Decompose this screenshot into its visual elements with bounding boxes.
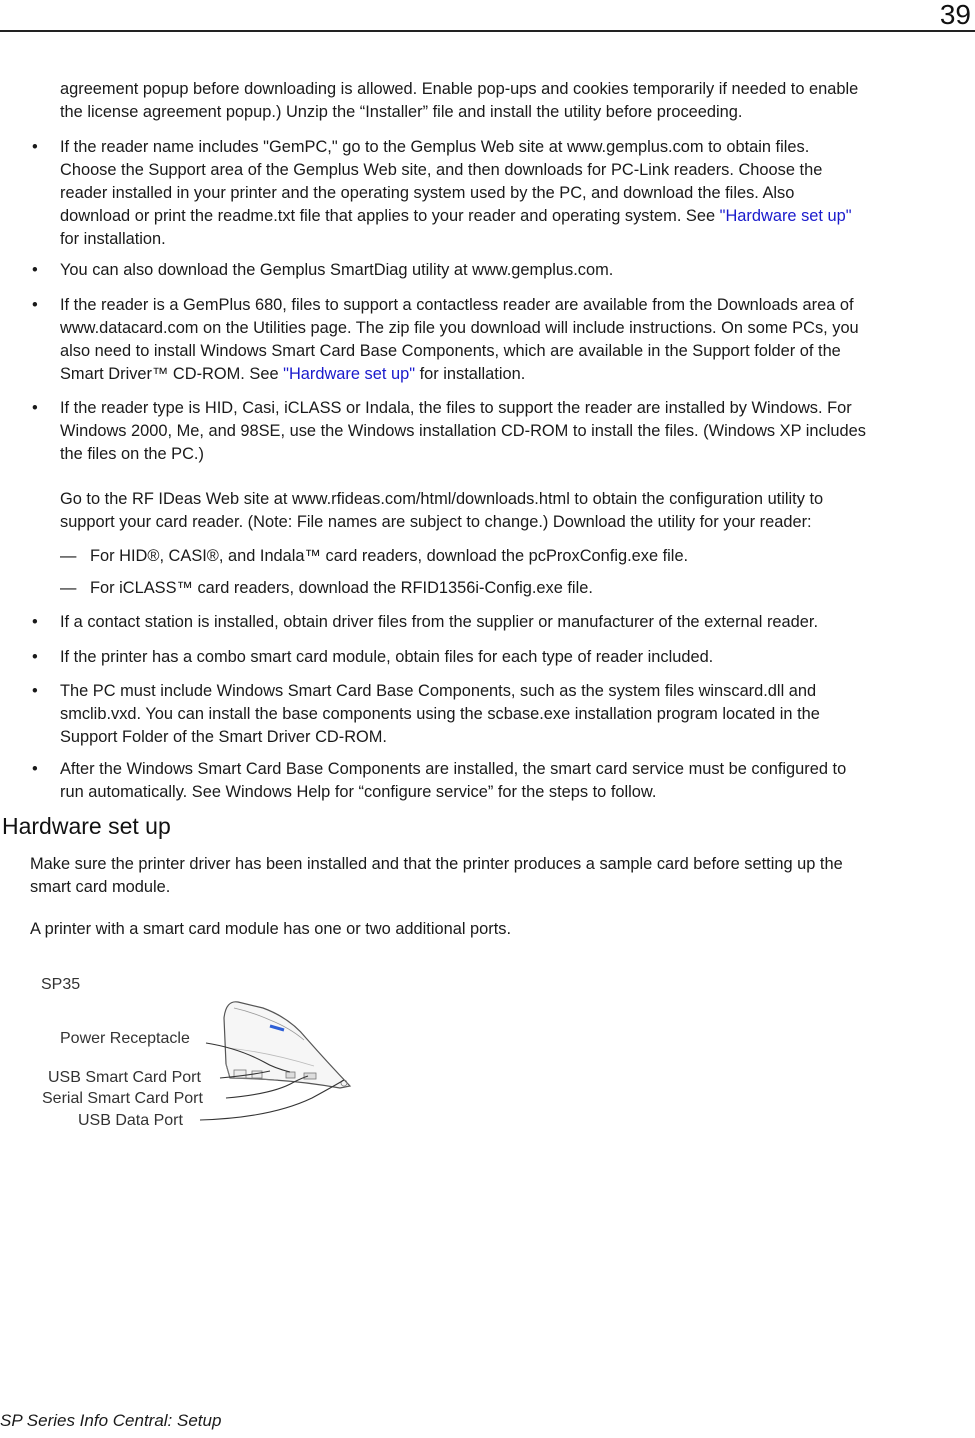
gemplus680-line-4-text: Smart Driver™ CD-ROM. See: [60, 365, 284, 383]
smartdiag-line: You can also download the Gemplus SmartDiag utility at www.gemplus.com.: [60, 261, 614, 279]
usb-smart-card-port-label: USB Smart Card Port: [48, 1069, 201, 1086]
serial-smart-card-port-label: Serial Smart Card Port: [42, 1090, 203, 1107]
section-para-1-line-1: Make sure the printer driver has been installed and that the printer produces a sample card before setting up the: [30, 855, 843, 873]
gemplus680-line-3: also need to install Windows Smart Card Base Components, which are available in the Support folder of the: [60, 342, 841, 360]
bullet-marker: •: [32, 760, 38, 778]
service-line-1: After the Windows Smart Card Base Components are installed, the smart card service must be configured to: [60, 760, 847, 778]
printer-ports-diagram: [38, 968, 368, 1133]
contact-station-line: If a contact station is installed, obtain driver files from the supplier or manufacturer of the external reader.: [60, 613, 818, 631]
gemplus680-line-4-tail: for installation.: [415, 365, 526, 383]
footer: SP Series Info Central: Setup: [0, 1411, 222, 1430]
continuation-line-1: agreement popup before downloading is allowed. Enable pop-ups and cookies temporarily if needed to enable: [60, 80, 859, 98]
header-rule: [0, 30, 975, 32]
combo-line: If the printer has a combo smart card module, obtain files for each type of reader included.: [60, 648, 714, 666]
bullet-marker: •: [32, 138, 38, 156]
hid-line-3: the files on the PC.): [60, 445, 204, 463]
bullet-marker: •: [32, 296, 38, 314]
base-components-line-2: smclib.vxd. You can install the base components using the scbase.exe installation program located in the: [60, 705, 820, 723]
base-components-line-1: The PC must include Windows Smart Card Base Components, such as the system files winscard.dll and: [60, 682, 817, 700]
hardware-setup-link[interactable]: "Hardware set up": [283, 365, 416, 383]
section-heading: Hardware set up: [2, 813, 171, 839]
page-number: 39: [939, 0, 971, 30]
service-line-2: run automatically. See Windows Help for “configure service” for the steps to follow.: [60, 783, 657, 801]
dash-marker: —: [60, 579, 77, 597]
gemplus680-line-2: www.datacard.com on the Utilities page. The zip file you download will include instructions. On some PCs, you: [60, 319, 859, 337]
hid-line-2: Windows 2000, Me, and 98SE, use the Windows installation CD-ROM to install the files. (Windows XP includes: [60, 422, 866, 440]
continuation-line-2: the license agreement popup.) Unzip the “Installer” file and install the utility before proceeding.: [60, 103, 743, 121]
section-para-1-line-2: smart card module.: [30, 878, 171, 896]
sub-item-hid: For HID®, CASI®, and Indala™ card readers, download the pcProxConfig.exe file.: [90, 547, 689, 565]
power-receptacle-shape: [286, 1072, 295, 1078]
bullet-marker: •: [32, 613, 38, 631]
diagram-model-label: SP35: [41, 976, 81, 993]
gemplus680-line-1: If the reader is a GemPlus 680, files to support a contactless reader are available from the Downloads area of: [60, 296, 854, 314]
gempc-line-4-text: download or print the readme.txt file that applies to your reader and operating system. See: [60, 207, 720, 225]
sub-item-iclass: For iCLASS™ card readers, download the RFID1356i-Config.exe file.: [90, 579, 593, 597]
base-components-line-3: Support Folder of the Smart Driver CD-ROM.: [60, 728, 387, 746]
gempc-line-4: [60, 205, 852, 228]
bullet-marker: •: [32, 261, 38, 279]
bullet-marker: •: [32, 399, 38, 417]
rfideas-line-1: Go to the RF IDeas Web site at www.rfideas.com/html/downloads.html to obtain the configuration utility to: [60, 490, 824, 508]
gempc-line-5: for installation.: [60, 230, 166, 248]
usb-data-port-label: USB Data Port: [78, 1112, 183, 1129]
bullet-marker: •: [32, 648, 38, 666]
gempc-line-1: If the reader name includes "GemPC," go to the Gemplus Web site at www.gemplus.com to obtain files.: [60, 138, 810, 156]
bullet-marker: •: [32, 682, 38, 700]
usb-data-port-shape: [304, 1073, 316, 1079]
gemplus680-line-4: [60, 363, 525, 386]
hardware-setup-link[interactable]: "Hardware set up": [719, 207, 852, 225]
dash-marker: —: [60, 547, 77, 565]
section-para-2: A printer with a smart card module has one or two additional ports.: [30, 920, 512, 938]
rfideas-line-2: support your card reader. (Note: File names are subject to change.) Download the utility for your reader:: [60, 513, 812, 531]
gempc-line-2: Choose the Support area of the Gemplus Web site, and then downloads for PC-Link readers. Choose the: [60, 161, 823, 179]
hid-line-1: If the reader type is HID, Casi, iCLASS or Indala, the files to support the reader are installed by Windows. For: [60, 399, 852, 417]
power-receptacle-label: Power Receptacle: [60, 1030, 190, 1047]
gempc-line-3: reader installed in your printer and the operating system used by the PC, and download the files. Also: [60, 184, 795, 202]
